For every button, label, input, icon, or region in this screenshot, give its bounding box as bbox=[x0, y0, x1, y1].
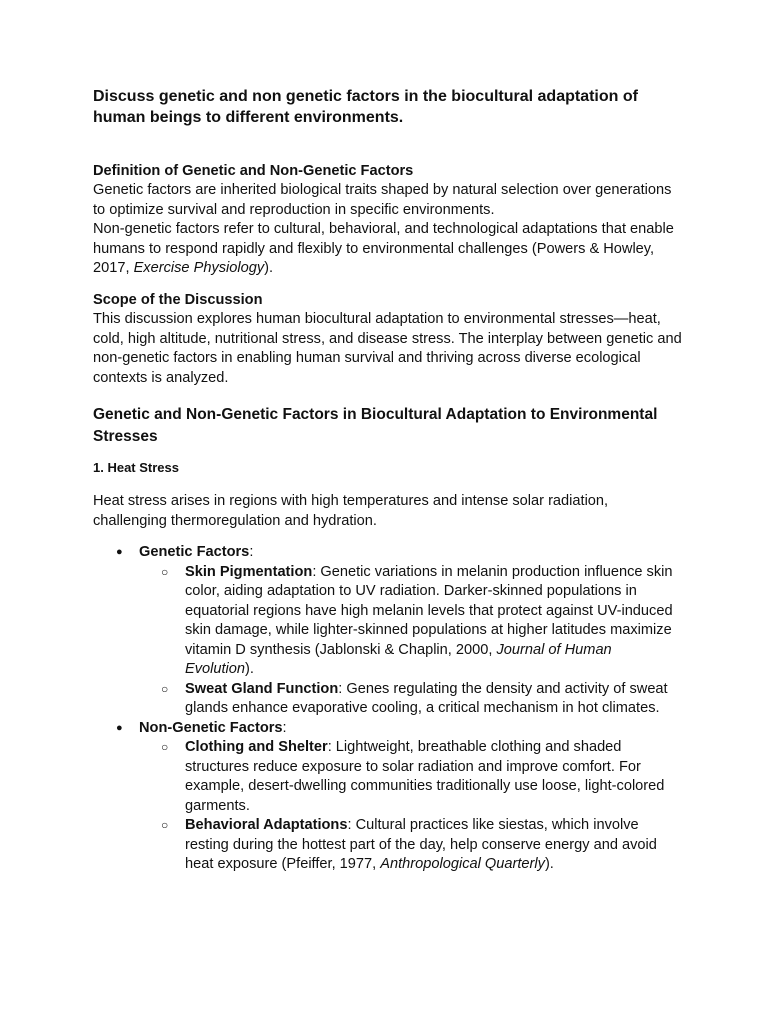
definition-heading: Definition of Genetic and Non-Genetic Factors bbox=[93, 163, 414, 179]
nongenetic-sublist bbox=[139, 738, 683, 875]
factors-list bbox=[93, 543, 683, 875]
citation-journal: Exercise Physiology bbox=[133, 260, 265, 276]
subsection-heading: 1. Heat Stress bbox=[93, 460, 179, 475]
list-item-nongenetic: ● Non-Genetic Factors: ○ Clothing and Shelter: Lightweight, breathable clothing and shaded structures reduce exposure to solar radiation and improve comfort. For example, desert-dwelling communities traditionally use loose, light-colored garments. ○ Behavioral Adaptations: Cultural practices like siestas, which involve resting during the hottest part of the day, help conserve energy and avoid heat exposure (Pfeiffer, 1977, Anthropological Quarterly). bbox=[93, 719, 683, 875]
definition-section bbox=[93, 162, 683, 279]
genetic-sublist bbox=[139, 563, 683, 719]
definition-paragraph-1: Genetic factors are inherited biological traits shaped by natural selection over generations to optimize survival and reproduction in specific environments. bbox=[93, 182, 672, 218]
scope-paragraph: This discussion explores human biocultural adaptation to environmental stresses—heat, cold, high altitude, nutritional stress, and disease stress. The interplay between genetic and non-genetic factors in enabling human survival and thriving across diverse ecological contexts is analyzed. bbox=[93, 311, 682, 386]
list-item-genetic: ● Genetic Factors: ○ Skin Pigmentation: Genetic variations in melanin production influence skin color, aiding adaptation to UV radiation. Darker-skinned populations in equatorial regions have high melanin levels that protect against UV-induced skin damage, while lighter-skinned populations at higher latitudes maximize vitamin D synthesis (Jablonski & Chaplin, 2000, Journal of Human Evolution). ○ Sweat Gland Function: Genes regulating the density and activity of sweat glands enhance evaporative cooling, a critical mechanism in hot climates. bbox=[93, 543, 683, 719]
heat-stress-intro: Heat stress arises in regions with high temperatures and intense solar radiation, challenging thermoregulation and hydration. bbox=[93, 493, 609, 529]
list-item: ○ Clothing and Shelter: Lightweight, breathable clothing and shaded structures reduce exposure to solar radiation and improve comfort. For example, desert-dwelling communities traditionally use loose, light-colored garments. bbox=[139, 738, 683, 816]
definition-paragraph-2: Non-genetic factors refer to cultural, behavioral, and technological adaptations that enable humans to respond rapidly and flexibly to environmental challenges (Powers & Howley, 2017, Exercise Physiology). bbox=[93, 221, 674, 276]
document-title: Discuss genetic and non genetic factors in the biocultural adaptation of human beings to different environments. bbox=[93, 88, 638, 126]
scope-heading: Scope of the Discussion bbox=[93, 292, 263, 308]
list-item: ○ Behavioral Adaptations: Cultural practices like siestas, which involve resting during the hottest part of the day, help conserve energy and avoid heat exposure (Pfeiffer, 1977, Anthropological Quarterly). bbox=[139, 816, 683, 875]
list-item: ○ Sweat Gland Function: Genes regulating the density and activity of sweat glands enhance evaporative cooling, a critical mechanism in hot climates. bbox=[139, 680, 683, 719]
scope-section bbox=[93, 291, 683, 388]
section-heading: Genetic and Non-Genetic Factors in Biocultural Adaptation to Environmental Stresses bbox=[93, 406, 658, 445]
list-item: ○ Skin Pigmentation: Genetic variations in melanin production influence skin color, aiding adaptation to UV radiation. Darker-skinned populations in equatorial regions have high melanin levels that protect against UV-induced skin damage, while lighter-skinned populations at higher latitudes maximize vitamin D synthesis (Jablonski & Chaplin, 2000, Journal of Human Evolution). bbox=[139, 563, 683, 680]
